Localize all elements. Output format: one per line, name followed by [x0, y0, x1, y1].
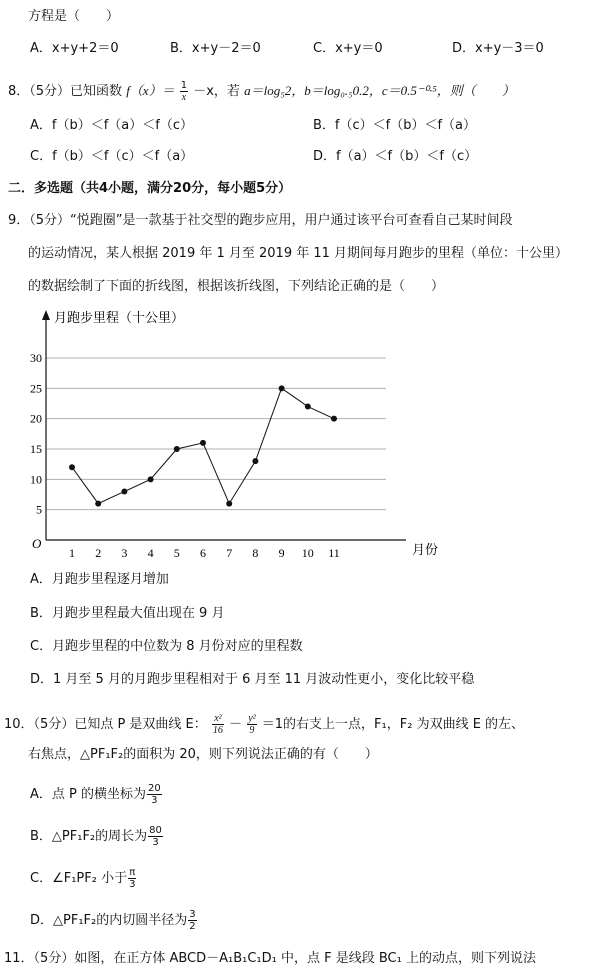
q10-option-b-text: B．△PF₁F₂的周长为: [30, 829, 148, 844]
q8-frac-den: x: [181, 92, 187, 103]
q9-line-2: 的运动情况，某人根据 2019 年 1 月至 2019 年 11 月期间每月跑步的里程（单位：十公里）: [28, 246, 569, 261]
q9-option-b: B．月跑步里程最大值出现在 9 月: [30, 606, 225, 621]
q10-option-c-frac: [128, 867, 136, 890]
q10-option-a-num: 20: [148, 783, 161, 794]
q8-option-c: C．f（b）＜f（c）＜f（a）: [30, 149, 194, 164]
x-tick-label: 1: [69, 546, 75, 560]
q8-frac-num: 1: [180, 80, 188, 91]
q10-option-c-den: 3: [129, 879, 136, 890]
data-point: [174, 446, 180, 452]
q7-option-c: C．x+y＝0: [313, 41, 383, 56]
q10-option-d: [30, 904, 198, 938]
q8-option-d: D．f（a）＜f（b）＜f（c）: [313, 149, 478, 164]
data-point: [331, 416, 337, 422]
data-point: [200, 440, 206, 446]
data-point: [95, 501, 101, 507]
q7-option-d: D．x+y－3＝0: [452, 41, 544, 56]
q10-pre: 10．（5分）已知点 P 是双曲线 E：: [4, 717, 207, 732]
q8-option-a: A．f（b）＜f（a）＜f（c）: [30, 118, 193, 133]
y-axis-label: 月跑步里程（十公里）: [54, 311, 185, 326]
section-2-heading: 二．多选题（共4小题，满分20分，每小题5分）: [8, 181, 292, 196]
x-tick-label: 10: [301, 546, 314, 560]
q8-frac: [180, 80, 188, 103]
q10-post: ＝1的右支上一点，F₁，F₂ 为双曲线 E 的左、: [261, 717, 525, 732]
data-point: [226, 501, 232, 507]
x-tick-label: 8: [252, 546, 259, 560]
data-point: [252, 458, 258, 464]
x-tick-label: 6: [200, 546, 206, 560]
q9-line-1: 9．（5分）“悦跑圈”是一款基于社交型的跑步应用，用户通过该平台可查看自己某时间段: [8, 213, 513, 228]
x-tick-label: 5: [173, 546, 180, 560]
q10-option-a-den: 3: [151, 795, 158, 806]
q9-option-a: A．月跑步里程逐月增加: [30, 572, 169, 587]
y-tick-label: 30: [30, 351, 42, 365]
q10-frac-x: [212, 713, 224, 736]
data-point: [279, 385, 285, 391]
q10-option-d-num: 3: [189, 909, 196, 920]
x-axis-label: 月份: [412, 543, 439, 558]
q7-option-b: B．x+y－2＝0: [170, 41, 261, 56]
q8-values: a＝log₅2，b＝log₀.₅0.2，c＝0.5⁻⁰·⁵，则（ ）: [244, 83, 515, 98]
q10-option-b-den: 3: [152, 837, 159, 848]
y-tick-label: 10: [30, 472, 42, 487]
q11-line-1: 11．（5分）如图，在正方体 ABCD－A₁B₁C₁D₁ 中，点 F 是线段 BC₁ 上的动点，则下列说法: [4, 951, 536, 966]
series-line: [72, 388, 334, 503]
q10-frac-y-num: y²: [248, 713, 256, 724]
q10-frac-y-den: 9: [249, 725, 255, 736]
q9-option-d: D．1 月至 5 月的月跑步里程相对于 6 月至 11 月波动性更小，变化比较平稳: [30, 672, 475, 687]
q10-option-a: [30, 778, 163, 812]
q9-line-chart: [30, 306, 450, 566]
q10-frac-y: [247, 713, 256, 736]
x-tick-label: 11: [328, 546, 340, 560]
x-tick-label: 7: [226, 546, 233, 560]
y-axis-arrow: [42, 310, 50, 320]
q10-option-b-num: 80: [149, 825, 162, 836]
q10-minus: －: [229, 717, 243, 732]
q8-stem: [8, 80, 515, 103]
q10-option-b-frac: [148, 825, 163, 848]
q10-option-d-den: 2: [189, 921, 196, 932]
q10-option-a-frac: [147, 783, 162, 806]
q10-line-2: 右焦点，△PF₁F₂的面积为 20，则下列说法正确的有（ ）: [28, 747, 378, 762]
q10-frac-x-num: x²: [212, 713, 224, 725]
data-point: [148, 476, 154, 482]
q8-func: f（x）＝: [126, 83, 175, 98]
x-tick-label: 4: [147, 546, 154, 560]
data-point: [121, 488, 127, 494]
y-tick-label: 5: [36, 502, 42, 517]
x-tick-label: 3: [121, 546, 128, 560]
x-tick-label: 9: [278, 546, 285, 560]
q9-line-3: 的数据绘制了下面的折线图，根据该折线图，下列结论正确的是（ ）: [28, 279, 445, 294]
q10-stem: [4, 710, 524, 740]
y-tick-label: 25: [30, 381, 42, 396]
origin-label: O: [32, 536, 42, 551]
q10-option-c-num: π: [129, 867, 136, 878]
q10-frac-x-den: 16: [212, 725, 223, 736]
q10-option-d-text: D．△PF₁F₂的内切圆半径为: [30, 913, 188, 928]
q10-option-b: [30, 820, 164, 854]
data-point: [69, 464, 75, 470]
q8-func-tail: －x，若: [193, 84, 240, 99]
q8-option-b: B．f（c）＜f（b）＜f（a）: [313, 118, 477, 133]
q9-option-c: C．月跑步里程的中位数为 8 月份对应的里程数: [30, 639, 303, 654]
q7-option-a: A．x+y+2＝0: [30, 41, 119, 56]
q8-stem-pre: 8．（5分）已知函数: [8, 84, 123, 99]
data-point: [305, 404, 311, 410]
q10-option-c: [30, 862, 137, 896]
q10-option-c-text: C．∠F₁PF₂ 小于: [30, 871, 128, 886]
q10-option-a-text: A．点 P 的横坐标为: [30, 787, 146, 802]
q7-stem-tail: 方程是（ ）: [28, 9, 120, 24]
y-tick-label: 20: [30, 411, 42, 426]
y-tick-label: 15: [30, 442, 42, 456]
x-tick-label: 2: [95, 546, 102, 560]
q10-option-d-frac: [188, 909, 196, 932]
